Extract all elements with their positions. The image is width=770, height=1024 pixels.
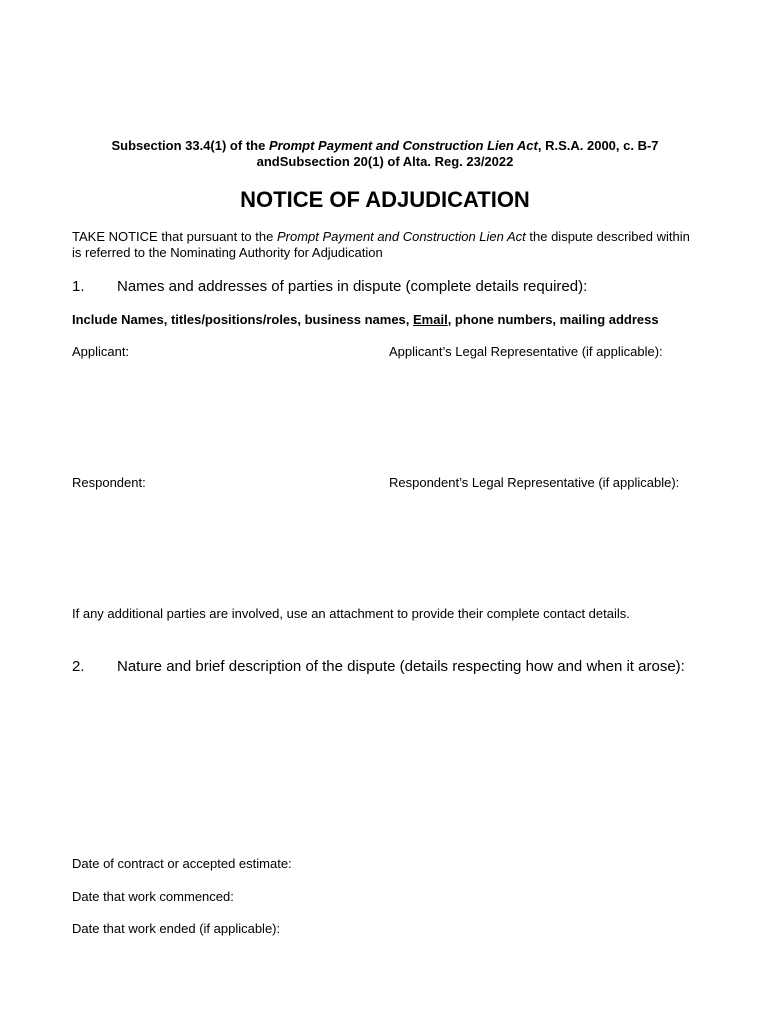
statute-suffix: , R.S.A. 2000, c. B-7: [537, 138, 659, 153]
statute-reference-line-2: andSubsection 20(1) of Alta. Reg. 23/2022: [256, 154, 514, 169]
statute-reference-line-1: [0, 138, 770, 154]
include-suffix: , phone numbers, mailing address: [447, 312, 659, 327]
section-1-heading: [72, 278, 712, 296]
applicant-rep-label: Applicant’s Legal Representative (if applicable):: [389, 344, 663, 359]
section-2-text: Nature and brief description of the dispute (details respecting how and when it arose):: [117, 658, 685, 675]
date-work-ended-label: Date that work ended (if applicable):: [72, 921, 281, 936]
respondent-label: Respondent:: [72, 475, 146, 490]
intro-suffix: the dispute described within is referred to the Nominating Authority for Adjudication: [72, 229, 690, 260]
include-details-line: [72, 312, 712, 328]
intro-act-name: Prompt Payment and Construction Lien Act: [276, 229, 526, 244]
section-1-text: Names and addresses of parties in dispute (complete details required):: [117, 278, 588, 295]
date-of-contract-label: Date of contract or accepted estimate:: [72, 856, 292, 871]
intro-prefix: TAKE NOTICE that pursuant to the: [72, 229, 277, 244]
section-1-number: 1.: [72, 278, 85, 295]
additional-parties-note: If any additional parties are involved, use an attachment to provide their complete contact details.: [72, 606, 630, 621]
include-email: Email: [413, 312, 448, 327]
respondent-rep-label: Respondent’s Legal Representative (if applicable):: [389, 475, 680, 490]
applicant-label: Applicant:: [72, 344, 130, 359]
statute-act-name: Prompt Payment and Construction Lien Act: [268, 138, 538, 153]
date-work-commenced-label: Date that work commenced:: [72, 889, 234, 904]
section-2-number: 2.: [72, 658, 85, 675]
section-2-heading: [72, 658, 712, 676]
include-prefix: Include Names, titles/positions/roles, business names,: [72, 312, 413, 327]
intro-paragraph: [72, 229, 702, 261]
statute-prefix: Subsection 33.4(1) of the: [111, 138, 269, 153]
document-title: NOTICE OF ADJUDICATION: [240, 187, 530, 212]
